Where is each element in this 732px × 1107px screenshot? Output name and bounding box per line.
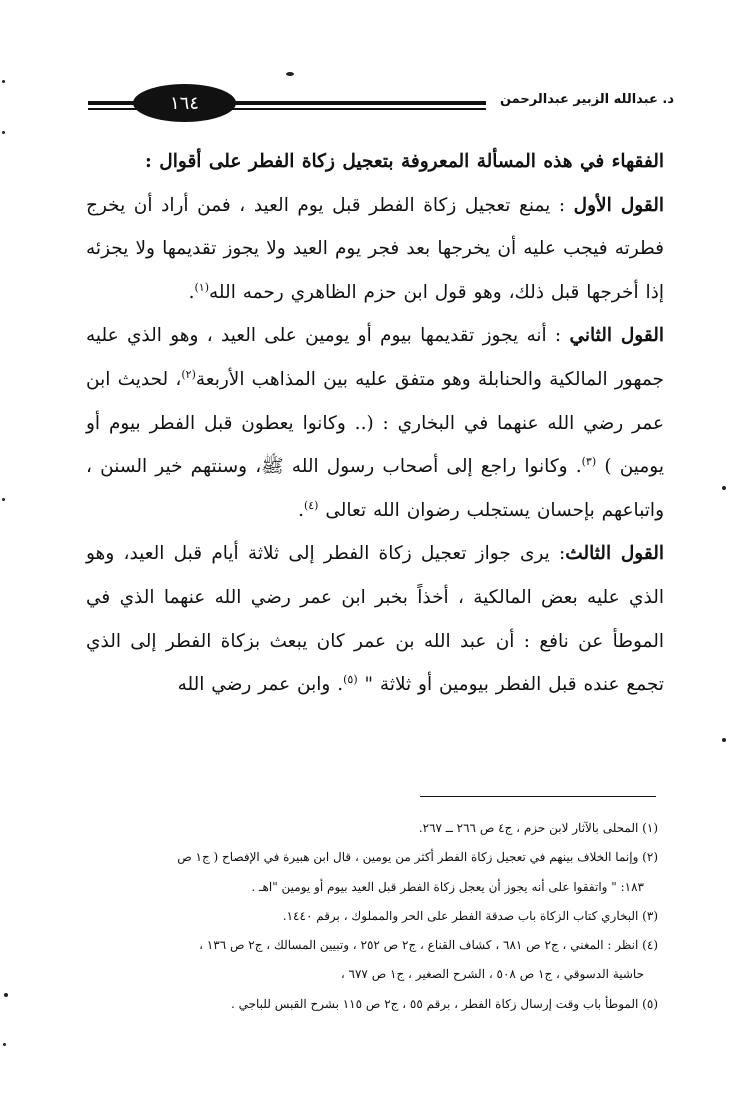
second-opinion-end: . — [298, 499, 304, 521]
intro-paragraph — [86, 140, 664, 184]
third-opinion-text-b: . وابن عمر رضي الله — [177, 674, 344, 696]
main-text — [86, 140, 664, 707]
scan-mark — [2, 498, 5, 501]
first-opinion-paragraph — [86, 184, 664, 315]
page-number: ١٦٤ — [169, 92, 199, 114]
second-opinion-text-c: . وكانوا راجع إلى أصحاب رسول الله ﷺ، وسنتهم خير السنن ، واتباعهم بإحسان يستجلب رضوان الله تعالى — [86, 456, 664, 521]
footnote-2: (٢) وإنما الخلاف بينهم في تعجيل زكاة الفطر أكثر من يومين ، قال ابن هبيرة في الإفصاح ( ج١ ص — [177, 850, 658, 865]
second-opinion-paragraph — [86, 314, 664, 532]
scan-mark — [2, 80, 5, 83]
footnote-ref-5[interactable]: (٥) — [343, 672, 358, 686]
footnote-1: (١) المحلى بالآثار لابن حزم ، ج٤ ص ٢٦٦ ــ ٢٦٧. — [418, 821, 658, 835]
second-opinion-text-b: ، لحديث ابن عمر رضي الله عنهما في البخاري : (.. وكانوا يعطون قبل الفطر بيوم أو يومين ) — [86, 368, 664, 478]
author-name: د. عبدالله الزبير عبدالرحمن — [499, 92, 674, 107]
second-opinion-text-a: : أنه يجوز تقديمها بيوم أو يومين على العيد ، وهو الذي عليه جمهور المالكية والحنابلة وهو متفق عليه بين المذاهب الأربعة — [86, 325, 664, 390]
footnote-separator — [420, 796, 656, 797]
footnote-4-continued: حاشية الدسوقي ، ج١ ص ٥٠٨ ، الشرح الصغير ، ج١ ص ٦٧٧ ، — [340, 967, 644, 982]
second-opinion-heading: القول الثاني — [569, 325, 664, 347]
footnote-ref-1[interactable]: (١) — [194, 280, 210, 294]
third-opinion-heading: القول الثالث — [565, 543, 664, 565]
header-rule-right-thin — [218, 108, 486, 110]
scan-mark — [2, 131, 5, 134]
scan-mark — [3, 1043, 6, 1046]
header-rule-right-thick — [218, 101, 486, 105]
scan-mark — [722, 486, 726, 490]
footnote-ref-4[interactable]: (٤) — [303, 498, 319, 512]
footnote-3: (٣) البخاري كتاب الزكاة باب صدقة الفطر على الحر والمملوك ، برقم ١٤٤٠. — [282, 908, 658, 923]
first-opinion-text: : يمنع تعجيل زكاة الفطر قبل يوم العيد ، فمن أراد أن يخرج فطرته فيجب عليه أن يخرجها بعد فجر يوم العيد ولا يجوز تقديمها ولا يجزئه إذا أخرجها قبل ذلك، وهو قول ابن حزم الظاهري رحمه الله — [86, 194, 664, 303]
footnote-4: (٤) انظر : المغني ، ج٢ ص ٦٨١ ، كشاف القناع ، ج٢ ص ٢٥٢ ، وتبيين المسالك ، ج٢ ص ١٣٦ ، — [199, 938, 658, 953]
first-opinion-heading: القول الأول — [573, 194, 664, 216]
third-opinion-text-a: : يرى جواز تعجيل زكاة الفطر إلى ثلاثة أيام قبل العيد، وهو الذي عليه بعض المالكية ، أخذاً بخبر ابن عمر رضي الله عنهما الذي في الموطأ عن نافع : أن عبد الله بن عمر كان يبعث بزكاة الفطر إلى الذي تجمع عنده قبل الفطر بيومين أو ثلاثة " — [86, 543, 664, 696]
scan-mark — [4, 993, 8, 997]
intro-line: الفقهاء في هذه المسألة المعروفة بتعجيل زكاة الفطر على أقوال : — [145, 151, 664, 172]
third-opinion-paragraph — [86, 532, 664, 706]
footnote-5: (٥) الموطأ باب وقت إرسال زكاة الفطر ، برقم ٥٥ ، ج٢ ص ١١٥ بشرح القبس للباجي . — [230, 996, 658, 1011]
page-number-badge — [133, 84, 236, 122]
first-opinion-end: . — [188, 281, 195, 303]
footnotes — [86, 814, 658, 1019]
scan-mark — [286, 72, 294, 76]
scan-mark — [722, 738, 726, 742]
footnote-2-continued: ١٨٣: " واتفقوا على أنه يجوز أن يعجل زكاة الفطر قبل العيد بيوم أو يومين "اهـ . — [251, 879, 644, 894]
footnote-ref-3[interactable]: (٣) — [581, 455, 597, 468]
footnote-ref-2[interactable]: (٢) — [181, 367, 196, 381]
